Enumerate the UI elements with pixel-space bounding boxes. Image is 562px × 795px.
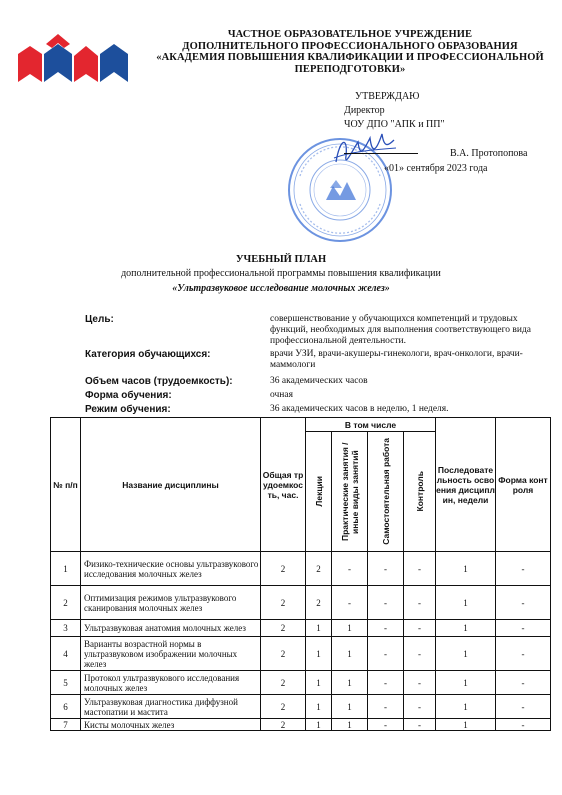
cell-num: 1 [51,552,81,586]
cell-selfwork: - [368,552,404,586]
header-selfwork-cell [368,432,404,552]
cell-practice: - [332,552,368,586]
table-row [51,671,551,695]
cell-name: Физико-технические основы ультразвукового исследования молочных желез [81,552,261,586]
approval-org: ЧОУ ДПО "АПК и ПП" [344,119,445,130]
form-value: очная [270,390,293,400]
cell-form: - [496,671,551,695]
cell-total: 2 [261,719,306,731]
cell-control: - [404,552,436,586]
cell-total: 2 [261,695,306,719]
header-practice-cell [332,432,368,552]
cell-form: - [496,620,551,637]
approval-signature-line [344,147,559,162]
header-sequence: Последовательность освоения дисциплин, недели [436,418,496,552]
cell-num: 5 [51,671,81,695]
cell-lectures: 1 [306,620,332,637]
cell-num: 7 [51,719,81,731]
cell-control: - [404,719,436,731]
header-lectures: Лекции [313,476,324,507]
signature-line [344,153,418,154]
cell-total: 2 [261,671,306,695]
table-row [51,695,551,719]
cell-name: Протокол ультразвукового исследования молочных желез [81,671,261,695]
cell-selfwork: - [368,586,404,620]
cell-lectures: 1 [306,671,332,695]
cell-form: - [496,719,551,731]
cell-name: Кисты молочных желез [81,719,261,731]
cell-lectures: 2 [306,586,332,620]
approval-signer: В.А. Протопопова [450,148,528,159]
cell-sequence: 1 [436,620,496,637]
org-line-4: ПЕРЕПОДГОТОВКИ» [294,63,406,75]
cell-practice: 1 [332,620,368,637]
cell-total: 2 [261,586,306,620]
cell-sequence: 1 [436,695,496,719]
cell-sequence: 1 [436,637,496,671]
header-lectures-cell [306,432,332,552]
cell-num: 6 [51,695,81,719]
cell-control: - [404,695,436,719]
cell-name: Ультразвуковая анатомия молочных желез [81,620,261,637]
header-including: В том числе [306,418,436,432]
header-selfwork: Самостоятельная работа [380,438,391,545]
table-row [51,552,551,586]
cell-practice: 1 [332,695,368,719]
cell-name: Ультразвуковая диагностика диффузной мастопатии и мастита [81,695,261,719]
plan-name: «Ультразвуковое исследование молочных желез» [172,283,390,294]
category-label: Категория обучающихся: [85,349,211,360]
cell-practice: - [332,586,368,620]
cell-practice: 1 [332,671,368,695]
mode-value: 36 академических часов в неделю, 1 неделя. [270,404,449,414]
plan-title: УЧЕБНЫЙ ПЛАН [235,254,327,265]
cell-practice: 1 [332,637,368,671]
hours-value: 36 академических часов [270,376,368,386]
cell-control: - [404,586,436,620]
cell-control: - [404,671,436,695]
goal-value: совершенствование у обучающихся компетенций и трудовых функций, необходимых для выполнения соответствующего вида профессиональной деятельности. [270,314,532,346]
cell-form: - [496,695,551,719]
cell-form: - [496,552,551,586]
approval-title: УТВЕРЖДАЮ [355,91,420,102]
cell-num: 3 [51,620,81,637]
cell-practice: 1 [332,719,368,731]
org-line-1: ЧАСТНОЕ ОБРАЗОВАТЕЛЬНОЕ УЧРЕЖДЕНИЕ [227,29,473,40]
org-line-2: ДОПОЛНИТЕЛЬНОГО ПРОФЕССИОНАЛЬНОГО ОБРАЗОВАНИЯ [182,40,518,52]
header-control-cell [404,432,436,552]
cell-lectures: 1 [306,695,332,719]
cell-total: 2 [261,637,306,671]
cell-form: - [496,637,551,671]
cell-lectures: 1 [306,637,332,671]
cell-lectures: 2 [306,552,332,586]
cell-num: 2 [51,586,81,620]
cell-name: Оптимизация режимов ультразвукового сканирования молочных желез [81,586,261,620]
cell-sequence: 1 [436,671,496,695]
table-row [51,719,551,731]
table-row [51,637,551,671]
header-practice: Практические занятия / иные виды занятий [339,442,360,541]
cell-sequence: 1 [436,719,496,731]
cell-selfwork: - [368,637,404,671]
cell-lectures: 1 [306,719,332,731]
cell-form: - [496,586,551,620]
approval-role: Директор [344,105,385,116]
plan-subtitle: дополнительной профессиональной программы повышения квалификации [121,268,441,279]
cell-selfwork: - [368,695,404,719]
cell-control: - [404,637,436,671]
organization-header [150,29,550,75]
cell-total: 2 [261,620,306,637]
cell-selfwork: - [368,671,404,695]
form-label: Форма обучения: [85,390,172,401]
academy-logo-icon [18,32,128,82]
approval-date: «01» сентября 2023 года [384,163,488,174]
org-line-3: «АКАДЕМИЯ ПОВЫШЕНИЯ КВАЛИФИКАЦИИ И ПРОФЕССИОНАЛЬНОЙ [156,52,544,63]
curriculum-table [50,417,551,731]
mode-label: Режим обучения: [85,404,171,415]
table-row [51,620,551,637]
cell-control: - [404,620,436,637]
cell-sequence: 1 [436,586,496,620]
header-total: Общая трудоемкость, час. [261,418,306,552]
cell-selfwork: - [368,719,404,731]
table-body [51,552,551,731]
cell-selfwork: - [368,620,404,637]
header-num: № п/п [51,418,81,552]
category-value: врачи УЗИ, врачи-акушеры-гинекологи, врач-онкологи, врачи-маммологи [270,349,523,370]
cell-num: 4 [51,637,81,671]
header-form: Форма контроля [496,418,551,552]
cell-total: 2 [261,552,306,586]
hours-label: Объем часов (трудоемкость): [85,376,233,387]
header-name: Название дисциплины [81,418,261,552]
cell-name: Варианты возрастной нормы в ультразвуковом изображении молочных желез [81,637,261,671]
header-control: Контроль [414,471,425,512]
goal-label: Цель: [85,314,114,325]
cell-sequence: 1 [436,552,496,586]
table-row [51,586,551,620]
